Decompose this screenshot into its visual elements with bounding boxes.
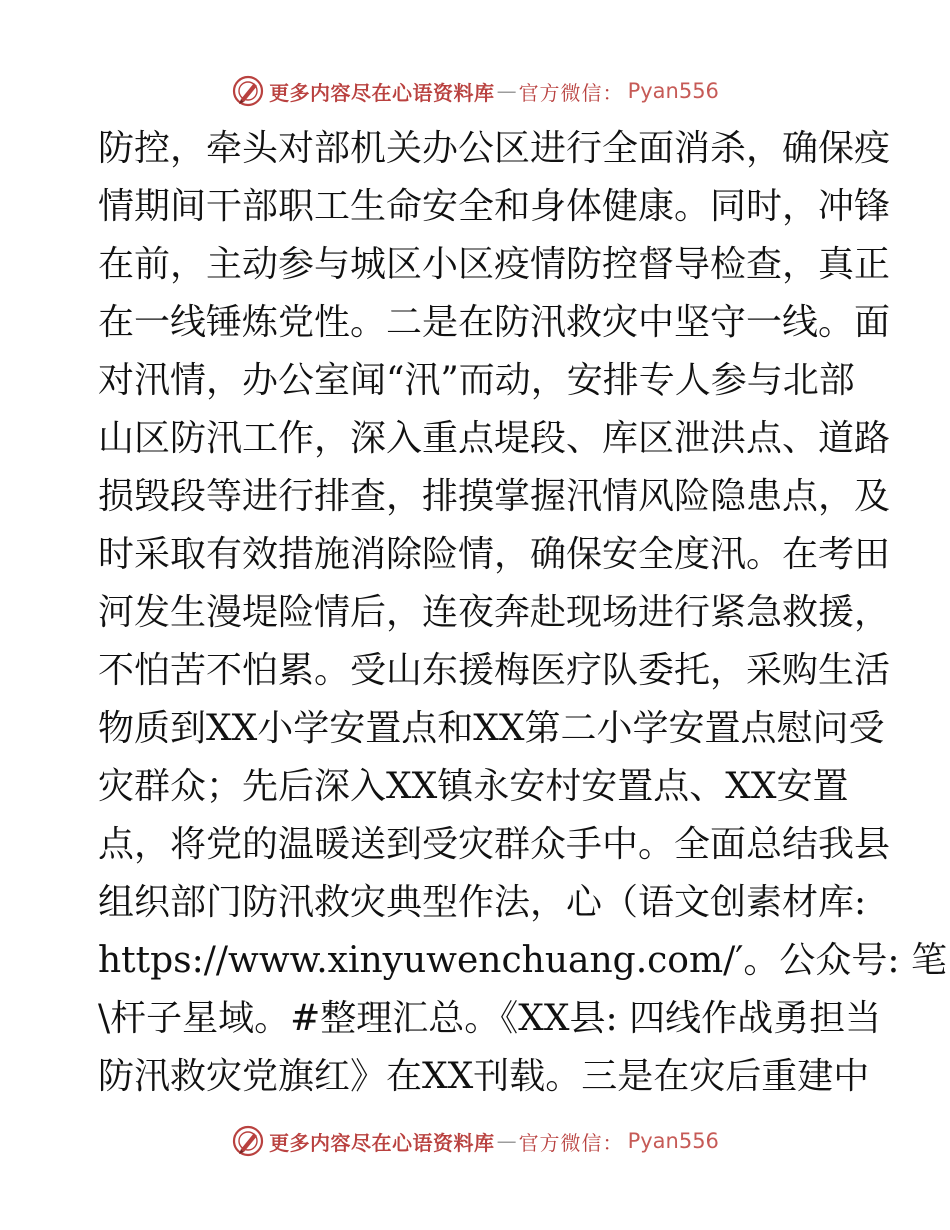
- body-line: 山区防汛工作，深入重点堤段、库区泄洪点、道路: [98, 418, 891, 459]
- banner-separator: —: [496, 79, 517, 103]
- footer-banner: [0, 1121, 950, 1161]
- banner-wechat-label: 官方微信：: [518, 1130, 624, 1155]
- body-line: 不怕苦不怕累。受山东援梅医疗队委托，采购生活: [98, 650, 891, 691]
- banner-separator: —: [496, 1129, 517, 1153]
- body-line: 对汛情，办公室闻“汛”而动，安排专人参与北部: [98, 360, 855, 401]
- body-line: 灾群众；先后深入XX镇永安村安置点、XX安置: [98, 766, 849, 807]
- body-line: 防控，牵头对部机关办公区进行全面消杀，确保疫: [98, 128, 891, 169]
- banner-main-text: 更多内容尽在心语资料库: [269, 1130, 495, 1155]
- banner-account-id: Pyan556: [627, 79, 719, 103]
- body-line: 点，将党的温暖送到受灾群众手中。全面总结我县: [98, 824, 891, 865]
- pen-logo-icon: [231, 74, 265, 108]
- body-line: 防汛救灾党旗红》在XX刊载。三是在灾后重建中: [98, 1056, 870, 1097]
- banner-wechat-label: 官方微信：: [518, 80, 624, 105]
- body-line: 在一线锤炼党性。二是在防汛救灾中坚守一线。面: [98, 302, 891, 343]
- banner-account-id: Pyan556: [627, 1129, 719, 1153]
- banner-main-text: 更多内容尽在心语资料库: [269, 80, 495, 105]
- body-line: 情期间干部职工生命安全和身体健康。同时，冲锋: [98, 186, 891, 227]
- body-line: 物质到XX小学安置点和XX第二小学安置点慰问受: [98, 708, 885, 749]
- body-line: 组织部门防汛救灾典型作法，心（语文创素材库:: [98, 882, 867, 923]
- body-line: 在前，主动参与城区小区疫情防控督导检查，真正: [98, 244, 891, 285]
- body-line: 损毁段等进行排查，排摸掌握汛情风险隐患点，及: [98, 476, 891, 517]
- body-line: \杆子星域。#整理汇总。《XX县: 四线作战勇担当: [98, 998, 882, 1039]
- header-banner: [0, 71, 950, 111]
- pen-logo-icon: [231, 1124, 265, 1158]
- document-body: [98, 120, 947, 1106]
- body-line: https://www.xinyuwenchuang.com/′。公众号: 笔: [98, 940, 947, 981]
- body-line: 河发生漫堤险情后，连夜奔赴现场进行紧急救援，: [98, 592, 891, 633]
- body-line: 时采取有效措施消除险情，确保安全度汛。在考田: [98, 534, 891, 575]
